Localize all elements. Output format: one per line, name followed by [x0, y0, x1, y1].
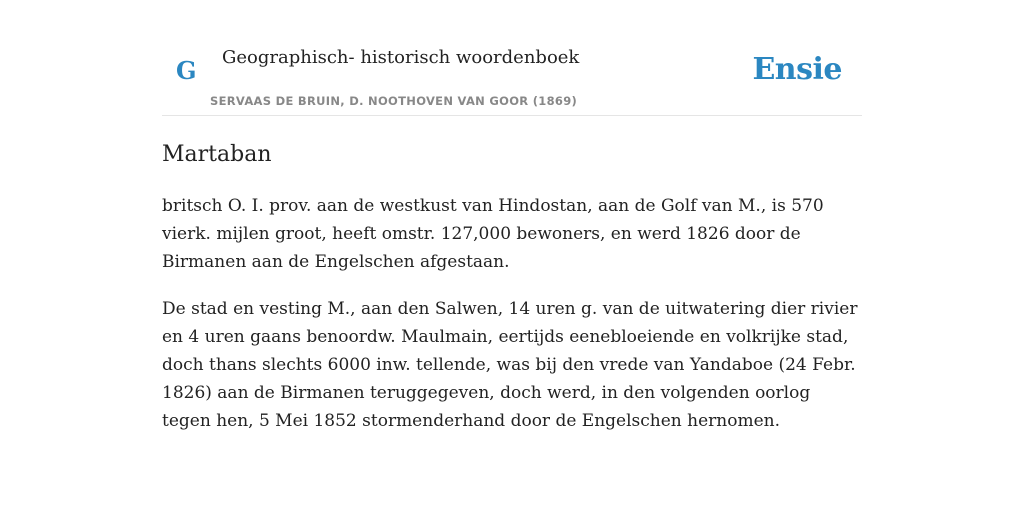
entry-headword: Martaban: [162, 142, 272, 167]
entry-paragraph: britsch O. I. prov. aan de westkust van Hindostan, aan de Golf van M., is 570 vierk. mijlen groot, heeft omstr. 127,000 bewoners, en werd 1826 door de Birmanen aan de Engelschen afgestaan.: [162, 196, 824, 272]
ensie-logo[interactable]: Ensie: [752, 52, 842, 87]
entry-paragraph: De stad en vesting M., aan den Salwen, 14 uren g. van de uitwatering dier rivier en 4 uren gaans benoordw. Maulmain, eertijds eenebloeiende en volkrijke stad, doch thans slechts 6000 inw. tellende, was bij den vrede van Yandaboe (24 Febr. 1826) aan de Birmanen teruggegeven, doch werd, in den volgenden oorlog tegen hen, 5 Mei 1852 stormenderhand door de Engelschen hernomen.: [162, 299, 858, 431]
book-title[interactable]: Geographisch- historisch woordenboek: [222, 47, 580, 68]
book-author: SERVAAS DE BRUIN, D. NOOTHOVEN VAN GOOR (1869): [210, 94, 578, 108]
book-logo-letter[interactable]: G: [176, 56, 197, 85]
entry-content: [162, 192, 862, 454]
header: [162, 40, 862, 116]
